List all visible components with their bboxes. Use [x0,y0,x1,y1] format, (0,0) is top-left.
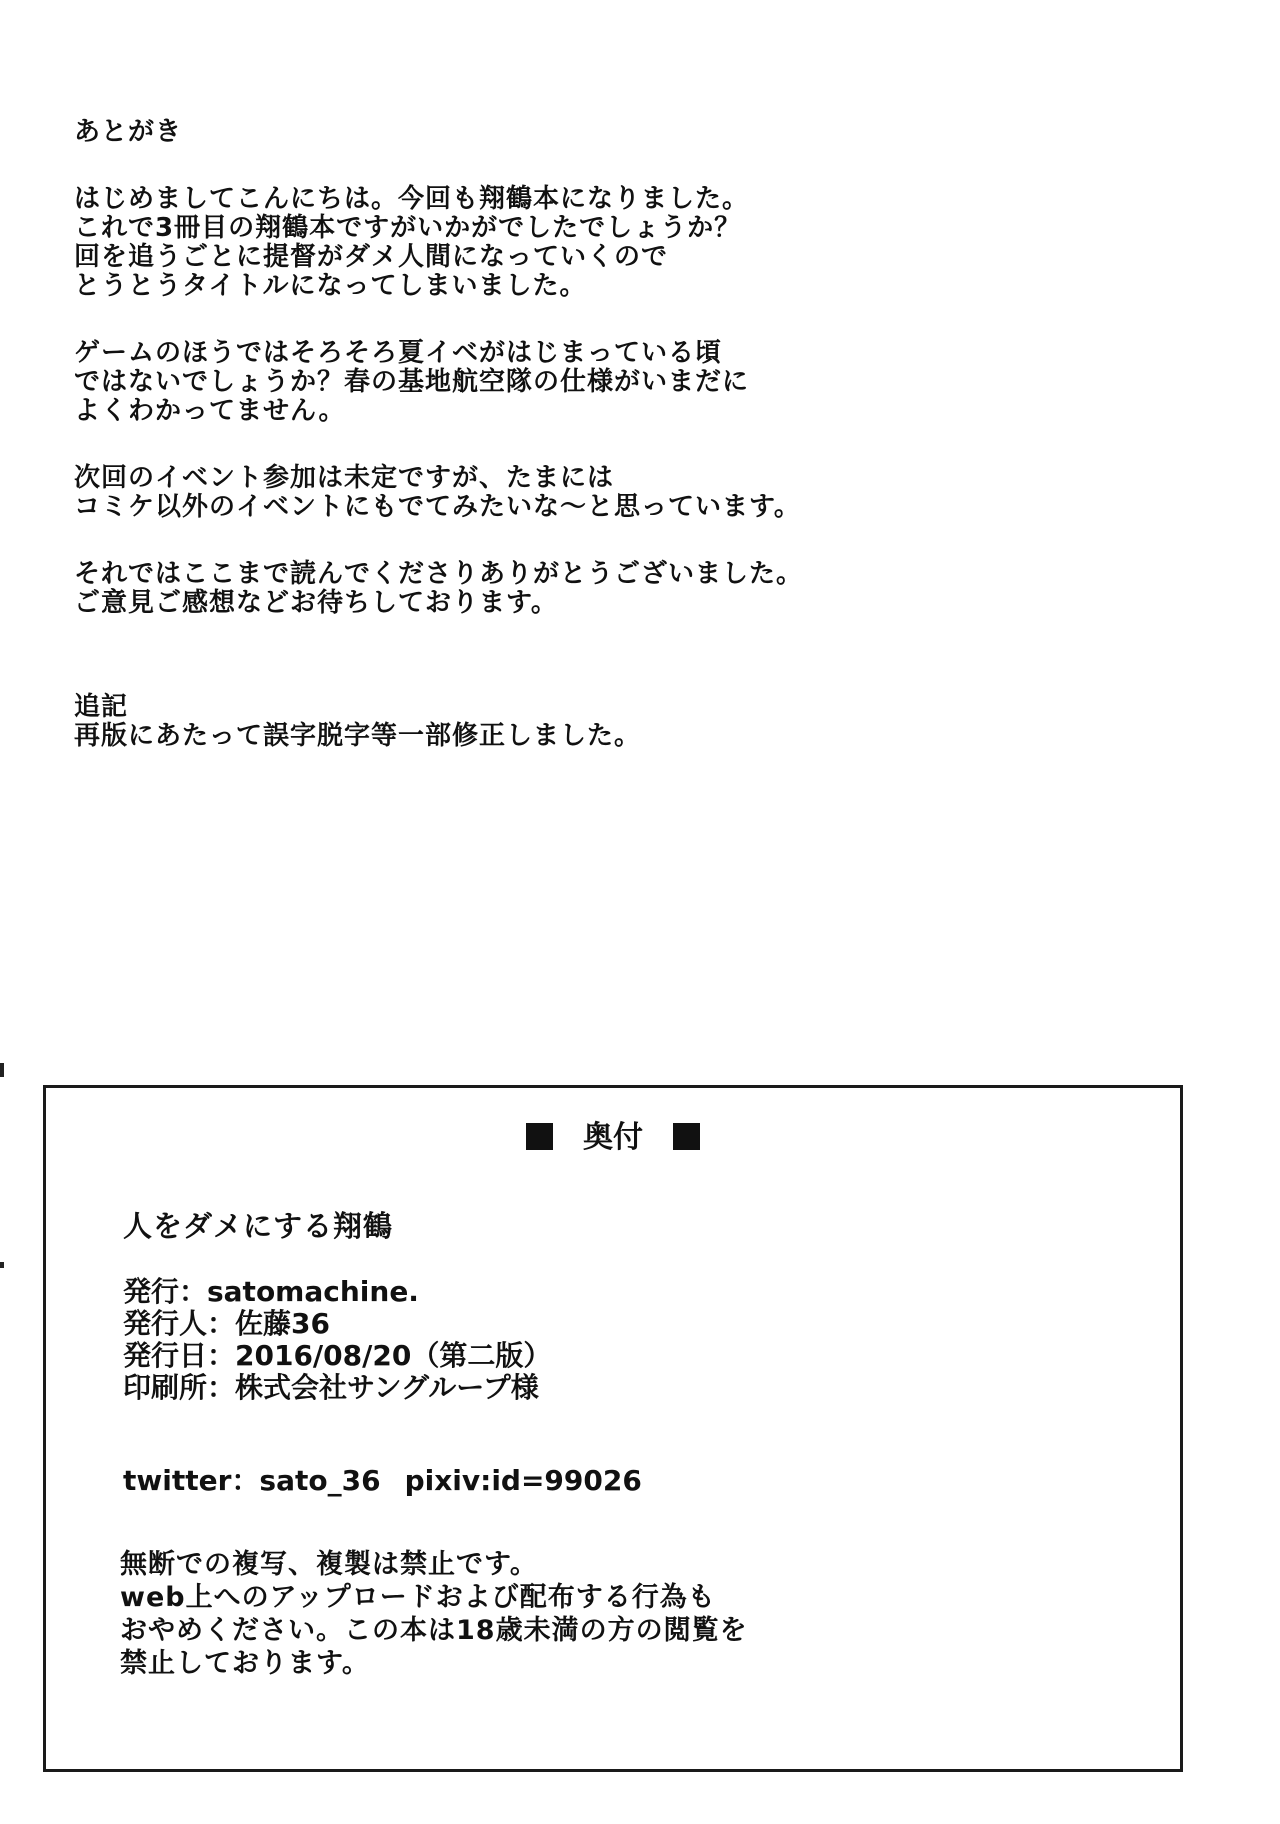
publish-date-row: 発行日：2016/08/20（第二版） [123,1339,552,1372]
afterword-text-line: よくわかってません。 [74,396,346,426]
twitter-handle: twitter：sato_36 [123,1464,381,1497]
printer-row: 印刷所：株式会社サングループ様 [123,1371,539,1404]
afterword-text-line: ご意見ご感想などお待ちしております。 [74,588,558,618]
afterword-text-line: それではここまで読んでくださりありがとうございました。 [74,559,804,589]
afterword-heading: あとがき [74,117,183,147]
afterword-text-line: とうとうタイトルになってしまいました。 [74,271,587,301]
pixiv-id: pixiv:id=99026 [404,1464,642,1497]
black-square-icon [673,1123,700,1150]
copyright-notice [120,1548,748,1680]
book-title: 人をダメにする翔鶴 [123,1209,394,1243]
afterword-text-line: 回を追うごとに提督がダメ人間になっていくので [74,242,669,272]
afterword-text-line: これで3冊目の翔鶴本ですがいかがでしたでしょうか？ [74,213,742,243]
afterword-text-line: 次回のイベント参加は未定ですが、たまには [74,463,615,493]
postscript-text: 再版にあたって誤字脱字等一部修正しました。 [74,721,642,751]
scan-edge-mark [0,1063,4,1077]
publication-info [123,1276,551,1404]
notice-line: 無断での複写、複製は禁止です。 [120,1549,538,1580]
notice-line: web上へのアップロードおよび配布する行為も [120,1582,716,1613]
notice-line: 禁止しております。 [120,1648,370,1679]
postscript-heading: 追記 [74,692,129,722]
colophon-box [43,1085,1183,1772]
colophon-heading [46,1118,1180,1158]
publisher-person-row: 発行人：佐藤36 [123,1307,330,1340]
afterword-section [74,118,1174,751]
colophon-title: 奥付 [583,1120,643,1155]
scan-edge-mark [0,1262,4,1268]
afterword-text-line: ではないでしょうか？春の基地航空隊の仕様がいまだに [74,367,750,397]
notice-line: おやめください。この本は18歳未満の方の閲覧を [120,1615,748,1646]
black-square-icon [526,1123,553,1150]
afterword-text-line: ゲームのほうではそろそろ夏イベがはじまっている頃 [74,338,723,368]
publisher-row: 発行：satomachine. [123,1275,419,1308]
afterword-text-line: はじめましてこんにちは。今回も翔鶴本になりました。 [74,184,750,214]
afterword-text-line: コミケ以外のイベントにもでてみたいな〜と思っています。 [74,492,801,522]
social-links [123,1463,642,1499]
